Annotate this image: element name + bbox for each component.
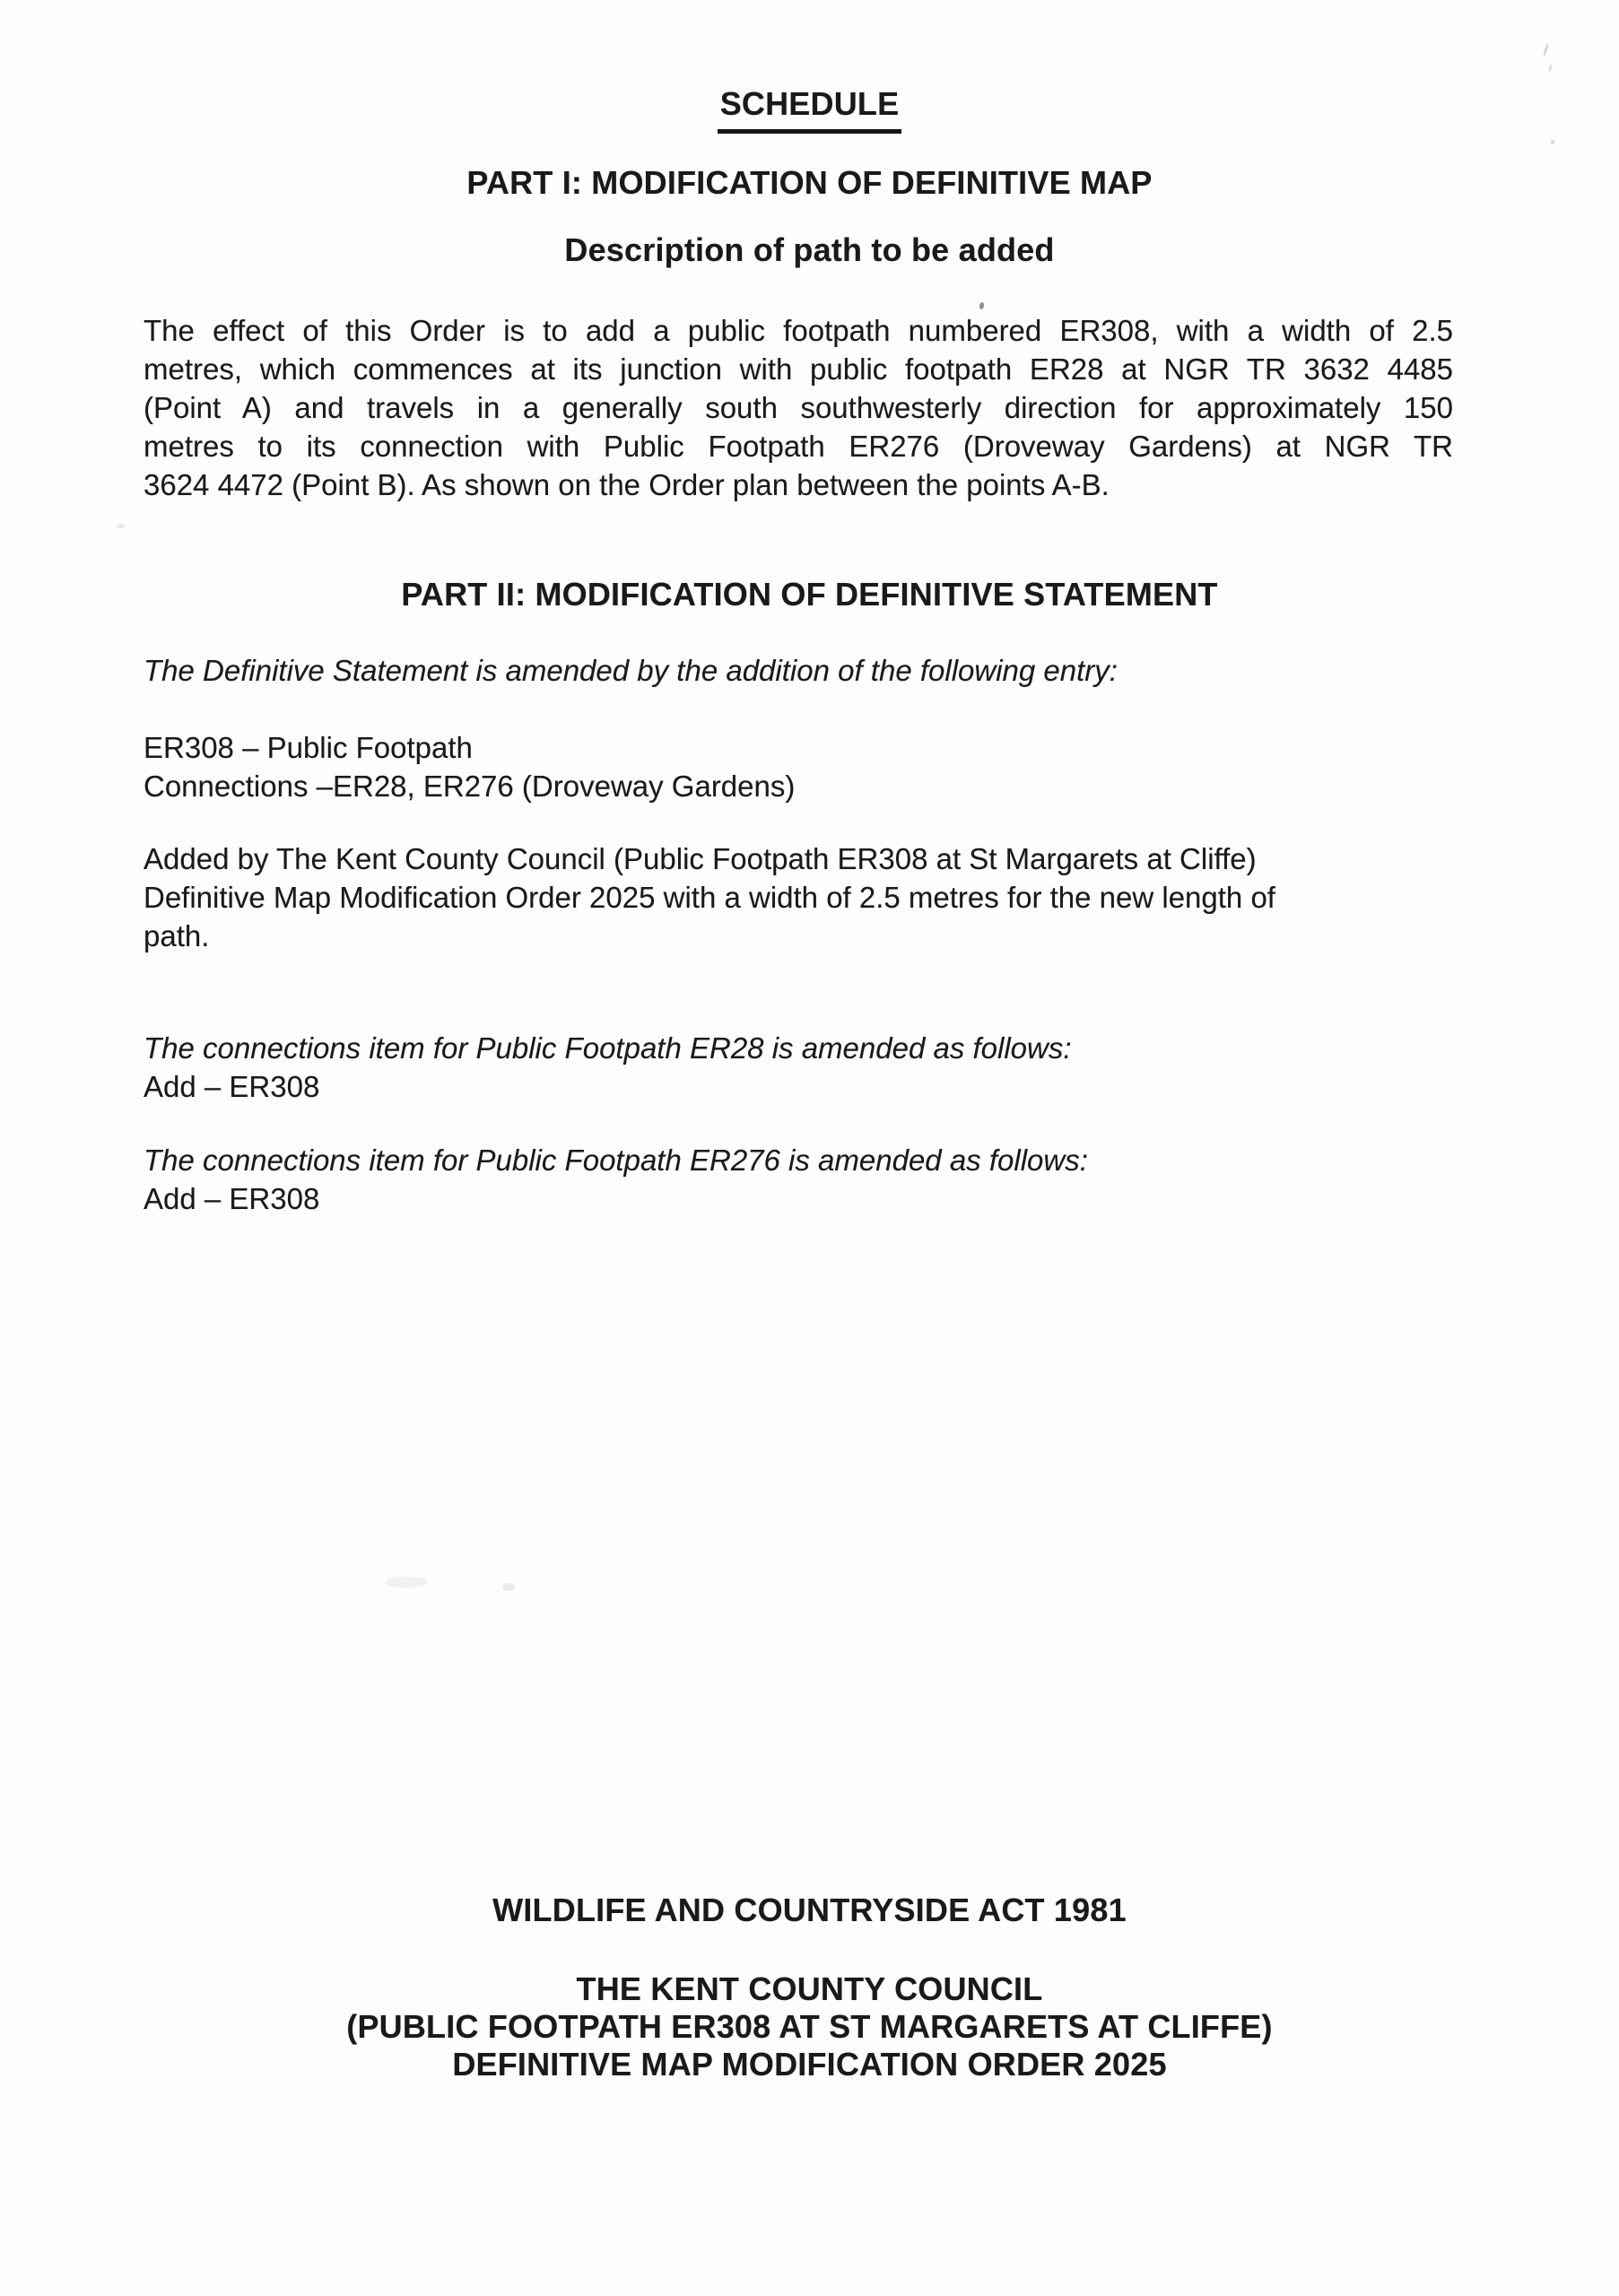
footer-act-title: WILDLIFE AND COUNTRYSIDE ACT 1981	[492, 1892, 1127, 1928]
scan-artifact	[979, 302, 984, 310]
scan-artifact	[386, 1577, 427, 1587]
scan-artifact	[1548, 65, 1553, 72]
added-by-line: Added by The Kent County Council (Public Footpath ER308 at St Margarets at Cliffe)	[144, 842, 1257, 875]
entry-line-path-number: ER308 – Public Footpath	[144, 731, 473, 764]
paragraph-line: metres to its connection with Public Footpath ER276 (Droveway Gardens) at NGR TR	[144, 430, 1453, 463]
scan-artifact	[502, 1583, 515, 1591]
entry-line-connections: Connections –ER28, ER276 (Droveway Gardens)	[144, 770, 796, 803]
part2-entry	[144, 728, 1475, 805]
paragraph-line: metres, which commences at its junction with public footpath ER28 at NGR TR 3632 4485	[144, 352, 1453, 386]
scan-artifact	[1543, 43, 1549, 57]
amendment-action-er276: Add – ER308	[144, 1182, 320, 1215]
footer-order-title: DEFINITIVE MAP MODIFICATION ORDER 2025	[452, 2046, 1167, 2083]
amendment-intro-er28: The connections item for Public Footpath ER28 is amended as follows:	[144, 1031, 1072, 1065]
connection-amendment-er28	[144, 1029, 1475, 1106]
part1-subheading: Description of path to be added	[564, 231, 1055, 268]
added-by-paragraph	[144, 839, 1475, 955]
paragraph-line: 3624 4472 (Point B). As shown on the Order plan between the points A-B.	[144, 468, 1110, 501]
scan-artifact	[1551, 140, 1554, 144]
paragraph-line: The effect of this Order is to add a public footpath numbered ER308, with a width of 2.5	[144, 314, 1453, 347]
schedule-title: SCHEDULE	[718, 84, 902, 134]
amendment-intro-er276: The connections item for Public Footpath ER276 is amended as follows:	[144, 1144, 1088, 1177]
paragraph-line: (Point A) and travels in a generally south southwesterly direction for approximately 150	[144, 391, 1453, 424]
part2-heading: PART II: MODIFICATION OF DEFINITIVE STATEMENT	[401, 576, 1218, 613]
footer-order-block	[144, 1970, 1475, 2083]
part1-heading: PART I: MODIFICATION OF DEFINITIVE MAP	[466, 164, 1153, 201]
part1-paragraph	[144, 311, 1453, 504]
footer-authority: THE KENT COUNTY COUNCIL	[576, 1970, 1043, 2007]
footer-order-subject: (PUBLIC FOOTPATH ER308 AT ST MARGARETS AT CLIFFE)	[346, 2008, 1273, 2045]
connection-amendment-er276	[144, 1141, 1475, 1218]
part2-amendment-intro: The Definitive Statement is amended by the addition of the following entry:	[144, 654, 1118, 687]
scan-artifact	[117, 524, 125, 528]
added-by-line: Definitive Map Modification Order 2025 with a width of 2.5 metres for the new length of	[144, 881, 1275, 914]
added-by-line: path.	[144, 919, 210, 952]
schedule-title-row	[144, 84, 1475, 134]
amendment-action-er28: Add – ER308	[144, 1070, 320, 1103]
